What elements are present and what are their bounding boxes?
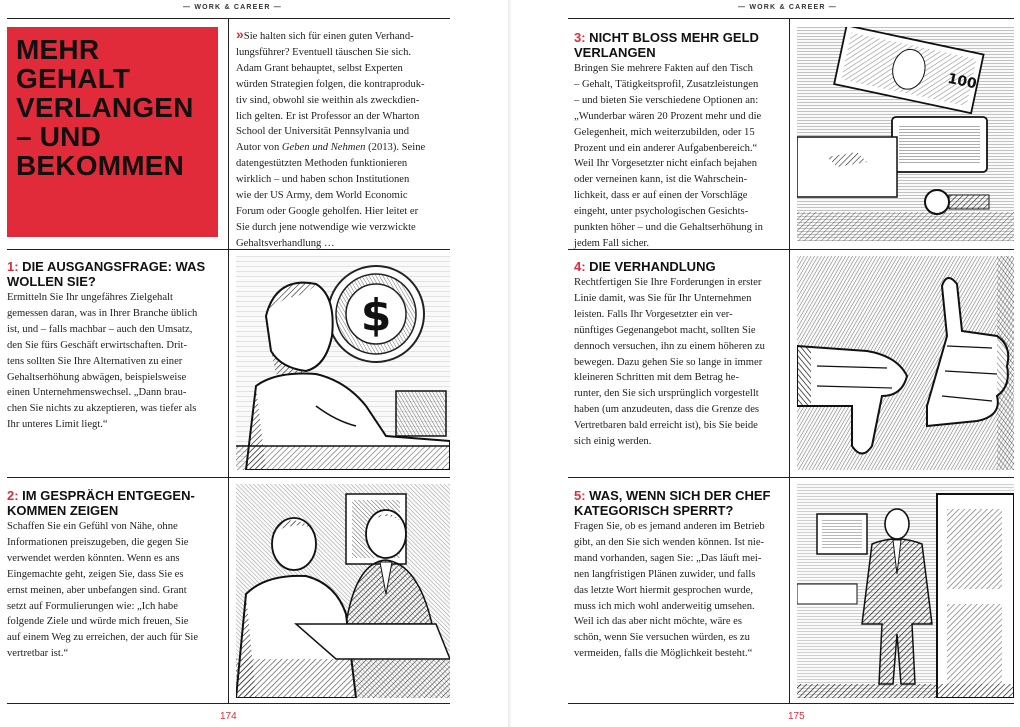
rule-bottom-right: [568, 703, 1014, 704]
engraving-meeting-scene: [236, 484, 450, 698]
section-2-heading: [7, 488, 225, 518]
dollar-sign-mark: $: [360, 290, 392, 341]
section-1-heading: [7, 259, 225, 289]
rule-row2-right: [568, 477, 1014, 478]
section-4-heading: [574, 259, 788, 274]
intro-part-1: Sie halten sich für einen guten Verhand- lungsführer? Eventuell täuschen Sie sich. Adam Grant behauptet, selbst Experten würden Strategien folgen, die kontraproduk- tiv sind, obwohl sie weithin als zweckdien- lich gelten. Er ist Professor an der Wharton School der Universität Pennsylvania und Autor von: [236, 31, 425, 154]
section-3-number: 3:: [574, 30, 586, 45]
page-number-left: 174: [220, 711, 237, 722]
section-3-heading: [574, 30, 788, 60]
running-head-left: — WORK & CAREER —: [183, 4, 282, 11]
section-5-text: Fragen Sie, ob es jemand anderen im Betrieb gibt, an den Sie sich wenden können. Ist nie- mand vorhanden, sagen Sie: „Das läuft mei- nen langfristigen Plänen zuwider, und falls das letzte Wort hiermit gesprochen wurde, muss ich mich wohl anderweitig umsehen. Weil ich das aber nicht möchte, wäre es schön, wenn Sie versuchen würden, es zu vermeiden, falls die Möglichkeit besteht.“: [574, 521, 765, 660]
illustration-thumbs: [797, 256, 1014, 470]
section-5-number: 5:: [574, 488, 586, 503]
section-2-title: IM GESPRÄCH ENTGEGEN- KOMMEN ZEIGEN: [7, 488, 195, 518]
engraving-desk-scene: [236, 256, 450, 470]
intro-part-2: (2013). Seine datengestützten Methoden funktionieren wirklich – und haben schon Institutionen wie der US Army, dem World Economic Forum oder Google geholfen. Hier leitet er Sie durch jene notwendige wie verzwickte Gehaltsverhandlung …: [236, 142, 426, 249]
illustration-man-door: [797, 484, 1014, 698]
engraving-money-scene: [797, 27, 1014, 241]
page-number-right: 175: [788, 711, 805, 722]
section-3-title: NICHT BLOSS MEHR GELD VERLANGEN: [574, 30, 759, 60]
engraving-door-scene: [797, 484, 1014, 698]
gutter: [508, 0, 512, 727]
page-title: MEHR GEHALT VERLANGEN – UND BEKOMMEN: [16, 34, 194, 181]
rule-top-right: [568, 18, 1014, 19]
section-2-text: Schaffen Sie ein Gefühl von Nähe, ohne Informationen preiszugeben, die gegen Sie verwendet werden könnten. Wenn es ans Eingemachte geht, zeigen Sie, dass Sie es ernst meinen, aber unbefangen sind. Grant setzt auf Formulierungen wie: „Ich habe folgende Ziele und würde mich freuen, Sie auf einem Weg zu erreichen, der auch für Sie vertretbar ist.“: [7, 521, 199, 660]
engraving-thumbs-scene: [797, 256, 1014, 470]
intro-book-title: Geben und Nehmen: [281, 142, 366, 154]
illustration-money-keys: [797, 27, 1014, 241]
column-rule-left: [228, 18, 229, 704]
section-5-heading: [574, 488, 788, 518]
bill-value-label: 100: [946, 70, 979, 93]
column-rule-right: [789, 18, 790, 704]
title-box: [7, 27, 218, 237]
section-3-text: Bringen Sie mehrere Fakten auf den Tisch – Gehalt, Tätigkeitsprofil, Zusatzleistungen – und bieten Sie verschiedene Optionen an: „Wunderbar wären 20 Prozent mehr und die Gelegenheit, mich weiterzubilden, oder 15 Prozent und ein anderer Aufgabenbereich.“ Weil Ihr Vorgesetzter nicht einfach bejahen oder verneinen kann, ist die Wahrschein- lichkeit, dass er auf einen der Vorschläge eingeht, unter psychologischen Gesichts- punkten höher – und die Gehaltserhöhung in jedem Fall sicher.: [574, 63, 763, 249]
section-4-text: Rechtfertigen Sie Ihre Forderungen in erster Linie damit, was Sie für Ihr Unternehmen leisten. Falls Ihr Vorgesetzter ein ver- nünftiges Gegenangebot macht, sollten Sie dennoch versuchen, ihn zu einem höheren zu bewegen. Dazu gehen Sie so lange in immer kleineren Schritten mit dem Betrag he- runter, den Sie sich ursprünglich vorgestellt haben (um anzudeuten, dass die Grenze des Vertretbaren bald erreicht ist), bis Sie beide sich einig werden.: [574, 277, 765, 448]
section-4-number: 4:: [574, 259, 586, 274]
section-1-title: DIE AUSGANGSFRAGE: WAS WOLLEN SIE?: [7, 259, 206, 289]
section-5-title: WAS, WENN SICH DER CHEF KATEGORISCH SPERRT?: [574, 488, 771, 518]
section-1-number: 1:: [7, 259, 19, 274]
section-2-number: 2:: [7, 488, 19, 503]
running-head-right: — WORK & CAREER —: [738, 4, 837, 11]
intro-text: [236, 27, 454, 252]
section-4-title: DIE VERHANDLUNG: [585, 259, 716, 274]
illustration-two-men-meeting: [236, 484, 450, 698]
intro-marker-icon: »: [236, 26, 244, 42]
illustration-man-desk-dollar: [236, 256, 450, 470]
section-1-text: Ermitteln Sie Ihr ungefähres Zielgehalt gemessen daran, was in Ihrer Branche üblich ist, und – falls machbar – auch den Umsatz, den Sie fürs Geschäft erwirtschaften. Drit- tens sollten Sie Ihre Alternativen zu einer Gehaltserhöhung abwägen, beispielsweise einen Unternehmenswechsel. „Dann brau- chen Sie nichts zu akzeptieren, was tiefer als Ihr unteres Limit liegt.“: [7, 292, 198, 431]
